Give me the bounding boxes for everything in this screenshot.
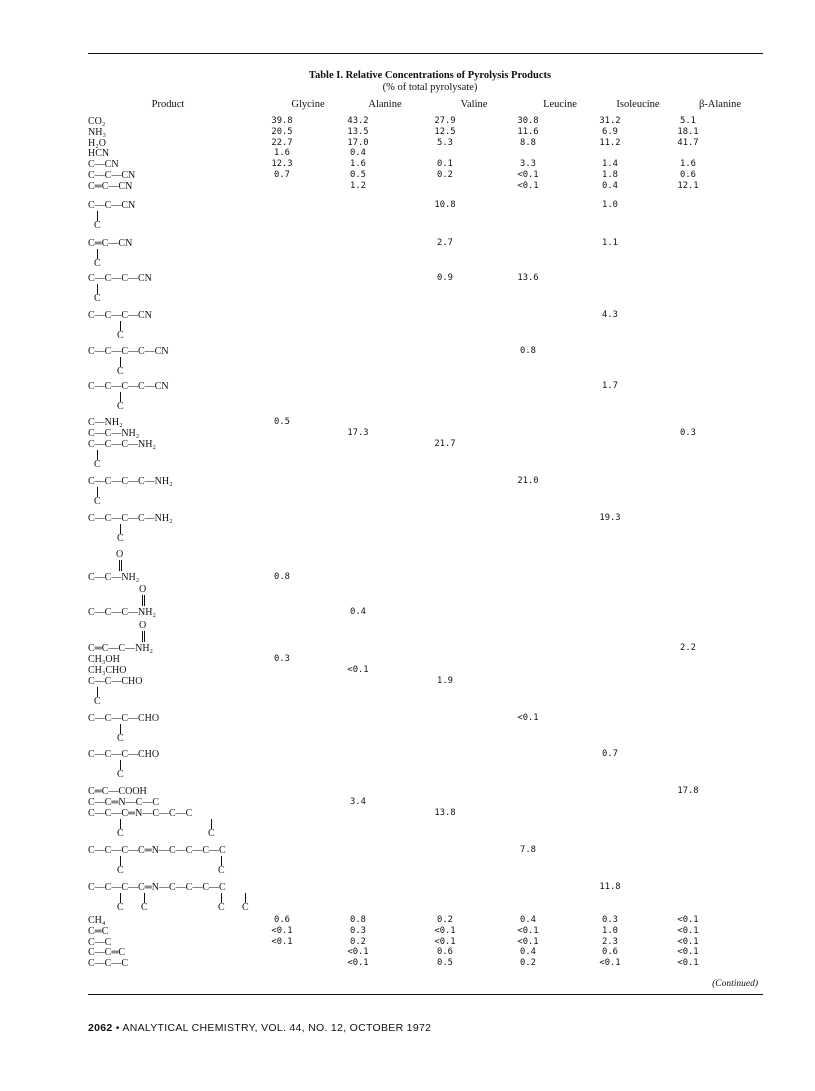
substituent-label: C xyxy=(94,293,101,304)
value-cell: 1.0 xyxy=(602,200,618,210)
value-cell: 6.9 xyxy=(602,126,618,137)
value-cell: 18.1 xyxy=(677,126,699,137)
value-cell: 1.6 xyxy=(680,159,696,170)
value-cell: 3.3 xyxy=(520,159,536,170)
page-footer xyxy=(88,1022,431,1034)
value-cell: 17.0 xyxy=(347,137,369,148)
value-cell: <0.1 xyxy=(271,925,293,936)
value-cell: <0.1 xyxy=(517,713,539,723)
col-header-isoleucine: Isoleucine xyxy=(616,99,660,110)
value-cell: 0.4 xyxy=(520,947,536,958)
value-cell: 17.3 xyxy=(347,428,369,438)
substituent-label: C xyxy=(117,533,124,544)
value-cell: <0.1 xyxy=(517,180,539,191)
product-label: C—C—C xyxy=(88,958,129,970)
value-cell: 8.8 xyxy=(520,137,536,148)
product-label: CO₂ xyxy=(88,116,106,127)
value-cell: 1.2 xyxy=(350,180,366,191)
product-label: C—C—C═N—C—C—C xyxy=(88,808,193,819)
value-cell: 13.5 xyxy=(347,126,369,137)
value-cell: 12.5 xyxy=(434,126,456,137)
product-label: C—C xyxy=(88,936,112,948)
value-cell: 20.5 xyxy=(271,126,293,137)
value-cell: 41.7 xyxy=(677,137,699,148)
value-cell: <0.1 xyxy=(347,958,369,969)
value-cell: 0.1 xyxy=(437,159,453,170)
value-cell: 7.8 xyxy=(520,845,536,855)
substituent-label: C xyxy=(117,865,124,876)
value-cell: 22.7 xyxy=(271,137,293,148)
value-cell: <0.1 xyxy=(517,925,539,936)
product-label: C—C—C—C—CN xyxy=(88,346,169,357)
value-cell: 2.3 xyxy=(602,936,618,947)
product-label: C—C—NH₂ xyxy=(88,572,140,583)
product-label: C—CN xyxy=(88,159,119,171)
product-label: C—C—C—CN xyxy=(88,273,152,284)
value-cell: <0.1 xyxy=(271,936,293,947)
substituent-label: C xyxy=(117,828,124,839)
substituent-label: C xyxy=(117,733,124,744)
value-cell: 12.1 xyxy=(677,180,699,191)
value-cell: 5.3 xyxy=(437,137,453,148)
value-cell: 19.3 xyxy=(599,513,621,523)
col-header-product: Product xyxy=(151,99,185,110)
double-bond xyxy=(142,631,145,642)
value-cell: 1.4 xyxy=(602,159,618,170)
substituent-label: C xyxy=(117,902,124,913)
value-cell: 12.3 xyxy=(271,159,293,170)
substituent-label: C xyxy=(117,366,124,377)
value-cell: <0.1 xyxy=(677,947,699,958)
value-cell: 0.8 xyxy=(520,346,536,356)
value-cell: 0.2 xyxy=(437,915,453,925)
page-number: 2062 xyxy=(88,1022,113,1034)
product-label: C—C—C—CHO xyxy=(88,713,160,724)
product-label: C—C—C—C═N—C—C—C—C xyxy=(88,845,226,856)
value-cell: 0.4 xyxy=(350,148,366,159)
col-header-glycine: Glycine xyxy=(291,99,325,110)
substituent-label: C xyxy=(117,401,124,412)
substituent-label: C xyxy=(94,258,101,269)
value-cell: 1.8 xyxy=(602,170,618,180)
substituent-label: C xyxy=(117,330,124,341)
value-cell: 0.8 xyxy=(350,915,366,925)
value-cell: 0.2 xyxy=(350,936,366,947)
product-label: HCN xyxy=(88,148,110,160)
value-cell: 0.5 xyxy=(437,958,453,969)
substituent-label: C xyxy=(208,828,215,839)
product-label: C═C—COOH xyxy=(88,786,147,797)
value-cell: 0.3 xyxy=(274,654,290,664)
product-label: C—C—C—NH₂ xyxy=(88,607,156,618)
value-cell: 2.7 xyxy=(437,238,453,248)
col-header-alanine: Alanine xyxy=(368,99,402,110)
value-cell: 0.4 xyxy=(350,607,366,617)
substituent-label: C xyxy=(242,902,249,913)
value-cell: <0.1 xyxy=(677,936,699,947)
product-label: C—C—CHO xyxy=(88,676,143,687)
value-cell: 5.1 xyxy=(680,116,696,126)
value-cell: 0.4 xyxy=(602,180,618,191)
value-cell: 17.8 xyxy=(677,786,699,796)
value-cell: 0.6 xyxy=(680,170,696,180)
substituent-label: C xyxy=(94,696,101,707)
substituent-label: O xyxy=(139,620,147,631)
value-cell: 13.8 xyxy=(434,808,456,818)
value-cell: <0.1 xyxy=(434,936,456,947)
value-cell: 11.8 xyxy=(599,882,621,892)
value-cell: 39.8 xyxy=(271,116,293,126)
value-cell: 13.6 xyxy=(517,273,539,283)
product-label: C—C—C—C═N—C—C—C—C xyxy=(88,882,226,893)
value-cell: 1.6 xyxy=(350,159,366,170)
product-label: C═C—CN xyxy=(88,180,133,192)
value-cell: 0.5 xyxy=(274,417,290,427)
product-label: C—NH₂ xyxy=(88,417,123,428)
value-cell: 3.4 xyxy=(350,797,366,807)
substituent-label: C xyxy=(94,220,101,231)
value-cell: <0.1 xyxy=(517,936,539,947)
value-cell: <0.1 xyxy=(677,958,699,969)
footer-bullet: • xyxy=(115,1022,120,1034)
value-cell: <0.1 xyxy=(599,958,621,969)
value-cell: 21.7 xyxy=(434,439,456,449)
continued-note: (Continued) xyxy=(712,979,758,989)
table-caption xyxy=(200,70,660,93)
product-label: C—C—C—C—CN xyxy=(88,381,169,392)
product-label: C═C xyxy=(88,925,109,937)
product-label: C—C—C—CHO xyxy=(88,749,160,760)
value-cell: 0.7 xyxy=(602,749,618,759)
value-cell: 0.3 xyxy=(602,915,618,925)
value-cell: 0.6 xyxy=(602,947,618,958)
value-cell: 0.2 xyxy=(437,170,453,180)
value-cell: 11.6 xyxy=(517,126,539,137)
product-label: NH₃ xyxy=(88,126,106,138)
substituent-label: C xyxy=(94,496,101,507)
value-cell: 30.8 xyxy=(517,116,539,126)
product-label: CH₃CHO xyxy=(88,665,127,676)
substituent-label: O xyxy=(139,584,147,595)
double-bond xyxy=(119,560,122,571)
value-cell: 27.9 xyxy=(434,116,456,126)
top-rule xyxy=(88,53,763,54)
substituent-label: C xyxy=(218,902,225,913)
value-cell: 0.6 xyxy=(437,947,453,958)
journal-citation: ANALYTICAL CHEMISTRY, VOL. 44, NO. 12, OCTOBER 1972 xyxy=(122,1022,432,1034)
value-cell: <0.1 xyxy=(517,170,539,180)
value-cell: 10.8 xyxy=(434,200,456,210)
value-cell: 0.7 xyxy=(274,170,290,180)
product-label: C═C—C—NH₂ xyxy=(88,643,154,654)
value-cell: 0.9 xyxy=(437,273,453,283)
product-label: C═C—CN xyxy=(88,238,133,249)
double-bond xyxy=(142,595,145,606)
product-label: C—C—CN xyxy=(88,170,136,181)
col-header-leucine: Leucine xyxy=(543,99,577,110)
value-cell: <0.1 xyxy=(347,665,369,675)
product-label: C—C—CN xyxy=(88,200,136,211)
value-cell: 0.8 xyxy=(274,572,290,582)
product-label: CH₄ xyxy=(88,915,106,926)
value-cell: 0.6 xyxy=(274,915,290,925)
value-cell: 1.7 xyxy=(602,381,618,391)
product-label: H₂O xyxy=(88,137,106,149)
value-cell: <0.1 xyxy=(347,947,369,958)
value-cell: 1.9 xyxy=(437,676,453,686)
value-cell: 31.2 xyxy=(599,116,621,126)
product-label: C—C—C—NH₂ xyxy=(88,439,156,450)
col-header-beta-alanine: β-Alanine xyxy=(698,99,742,110)
value-cell: 21.0 xyxy=(517,476,539,486)
value-cell: <0.1 xyxy=(434,925,456,936)
value-cell: 1.0 xyxy=(602,925,618,936)
value-cell: 43.2 xyxy=(347,116,369,126)
value-cell: 4.3 xyxy=(602,310,618,320)
value-cell: 0.5 xyxy=(350,170,366,180)
product-label: C—C—NH₂ xyxy=(88,428,140,439)
value-cell: <0.1 xyxy=(677,915,699,925)
value-cell: 11.2 xyxy=(599,137,621,148)
value-cell: 0.3 xyxy=(680,428,696,438)
value-cell: <0.1 xyxy=(677,925,699,936)
bottom-rule xyxy=(88,994,763,995)
substituent-label: C xyxy=(218,865,225,876)
product-label: C—C—C—C—NH₂ xyxy=(88,476,173,487)
substituent-label: C xyxy=(141,902,148,913)
product-label: C—C═N—C—C xyxy=(88,797,159,808)
substituent-label: O xyxy=(116,549,124,560)
value-cell: 0.4 xyxy=(520,915,536,925)
substituent-label: C xyxy=(117,769,124,780)
product-label: C—C—C—CN xyxy=(88,310,152,321)
product-label: C—C—C—C—NH₂ xyxy=(88,513,173,524)
value-cell: 1.6 xyxy=(274,148,290,159)
table-title: Table I. Relative Concentrations of Pyrolysis Products xyxy=(308,70,552,81)
product-label: C—C═C xyxy=(88,947,126,959)
value-cell: 2.2 xyxy=(680,643,696,653)
product-label: CH₃OH xyxy=(88,654,120,665)
substituent-label: C xyxy=(94,459,101,470)
table-subtitle: (% of total pyrolysate) xyxy=(382,82,478,93)
value-cell: 0.3 xyxy=(350,925,366,936)
value-cell: 1.1 xyxy=(602,238,618,248)
value-cell: 0.2 xyxy=(520,958,536,969)
col-header-valine: Valine xyxy=(460,99,488,110)
